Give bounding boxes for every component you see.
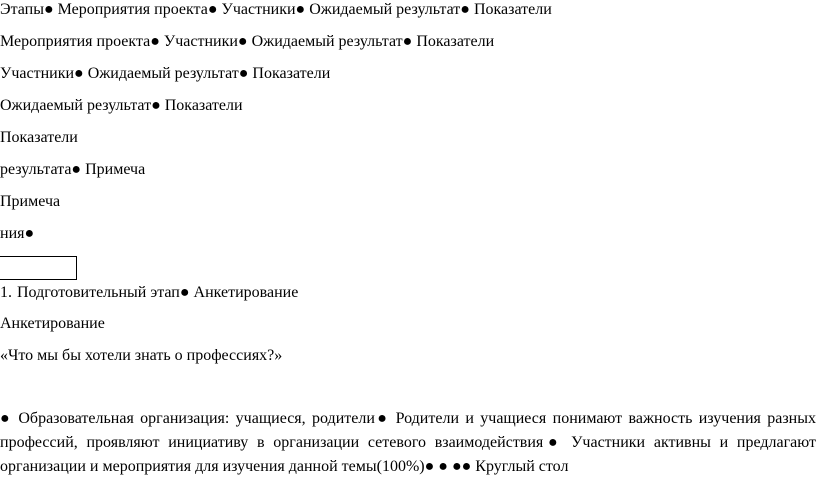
header-line-4: Ожидаемый результат● Показатели [0,97,243,114]
header-line-6: результата● Примеча [0,161,146,178]
details-paragraph: ● Образовательная организация: учащиеся, родители● Родители и учащиеся понимают важность изучения разных профессий, проявляют инициативу в организации сетевого взаимодействия● Участники активны и предлагают организации и мероприятия для изучения данной темы(100%)● ● ●● Круглый стол [0,410,816,475]
header-line-3: Участники● Ожидаемый результат● Показатели [0,65,331,82]
header-line-2: Мероприятия проекта● Участники● Ожидаемый результат● Показатели [0,33,495,50]
stage-row [0,283,298,303]
header-line-7: Примеча [0,193,61,210]
activity-title: Анкетирование [0,315,105,332]
stage-number: 1. [0,284,12,301]
header-line-8: ния● [0,225,35,242]
header-line-1: Этапы● Мероприятия проекта● Участники● Ожидаемый результат● Показатели [0,1,552,18]
activity-question: «Что мы бы хотели знать о профессиях?» [0,347,283,364]
empty-table-cell [0,256,77,280]
header-line-5: Показатели [0,129,78,146]
stage-text: Подготовительный этап● Анкетирование [17,284,299,301]
